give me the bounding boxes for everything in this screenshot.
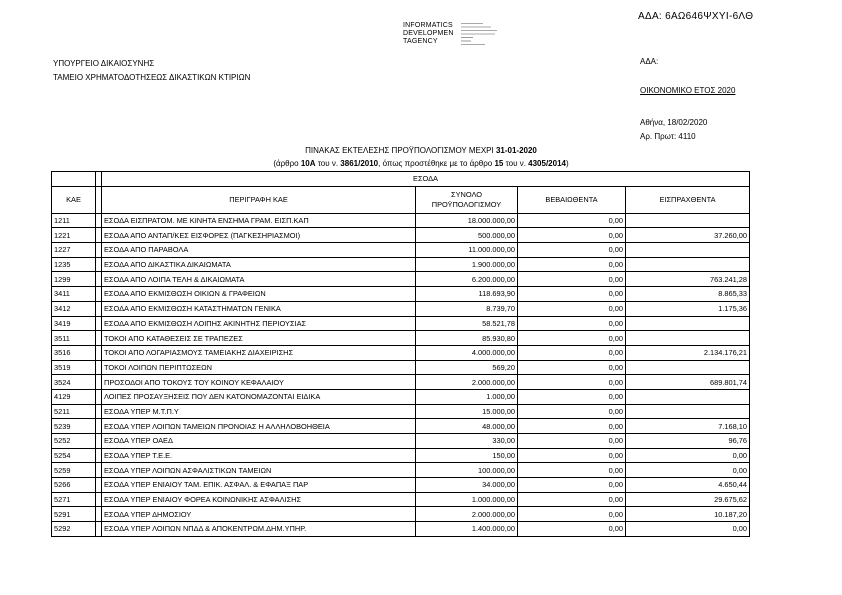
- verified-cell: 0,00: [518, 522, 626, 537]
- col-header-total-line1: ΣΥΝΟΛΟ: [451, 189, 482, 199]
- kae-cell: 5252: [52, 434, 96, 449]
- kae-cell: 3524: [52, 375, 96, 390]
- table-row: [52, 287, 750, 302]
- title-part: 3861/2010: [340, 159, 379, 168]
- total-cell: 58.521,78: [416, 316, 518, 331]
- kae-cell: 1235: [52, 257, 96, 272]
- verified-cell: 0,00: [518, 507, 626, 522]
- total-cell: 4.000.000,00: [416, 345, 518, 360]
- desc-cell: ΤΟΚΟΙ ΑΠΟ ΚΑΤΑΘΕΣΕΙΣ ΣΕ ΤΡΑΠΕΖΕΣ: [102, 331, 416, 346]
- collected-cell: 37.260,00: [626, 228, 750, 243]
- collected-cell: 763.241,28: [626, 272, 750, 287]
- title-part: 10Α: [300, 159, 316, 168]
- collected-cell: 2.134.176,21: [626, 345, 750, 360]
- desc-cell: ΕΣΟΔΑ ΥΠΕΡ ΛΟΙΠΩΝ ΑΣΦΑΛΙΣΤΙΚΩΝ ΤΑΜΕΙΩΝ: [102, 463, 416, 478]
- kae-cell: 3516: [52, 345, 96, 360]
- desc-cell: ΤΟΚΟΙ ΑΠΟ ΛΟΓΑΡΙΑΣΜΟΥΣ ΤΑΜΕΙΑΚΗΣ ΔΙΑΧΕΙΡΙΣΗΣ: [102, 345, 416, 360]
- collected-cell: [626, 360, 750, 375]
- kae-cell: 5259: [52, 463, 96, 478]
- verified-cell: 0,00: [518, 448, 626, 463]
- total-cell: 2.000.000,00: [416, 375, 518, 390]
- ministry-heading: [53, 57, 250, 85]
- desc-cell: ΕΣΟΔΑ ΥΠΕΡ ΛΟΙΠΩΝ ΤΑΜΕΙΩΝ ΠΡΟΝΟΙΑΣ Η ΑΛΛΗΛΟΒΟΗΘΕΙΑ: [102, 419, 416, 434]
- collected-cell: 4.650,44: [626, 478, 750, 493]
- protocol-number: Αρ. Πρωτ: 4110: [640, 132, 696, 141]
- kae-cell: 5266: [52, 478, 96, 493]
- section-heading: ΕΣΟΔΑ: [102, 172, 750, 187]
- kae-cell: 1227: [52, 243, 96, 258]
- fiscal-year: ΟΙΚΟΝΟΜΙΚΟ ΕΤΟΣ 2020: [640, 86, 736, 95]
- table-row: [52, 375, 750, 390]
- total-cell: 118.693,90: [416, 287, 518, 302]
- issuer-stamp: [403, 22, 513, 60]
- desc-cell: ΕΣΟΔΑ ΕΙΣΠΡΑΤΟΜ. ΜΕ ΚΙΝΗΤΑ ΕΝΣΗΜΑ ΓΡΑΜ. ΕΙΣΠ.ΚΑΠ: [102, 213, 416, 228]
- total-cell: 1.000,00: [416, 389, 518, 404]
- table-row: [52, 272, 750, 287]
- collected-cell: 0,00: [626, 448, 750, 463]
- collected-cell: 0,00: [626, 463, 750, 478]
- kae-cell: 5211: [52, 404, 96, 419]
- stamp-line: INFORMATICS: [403, 22, 453, 29]
- col-header-verified: ΒΕΒΑΙΩΘΕΝΤΑ: [518, 186, 626, 213]
- collected-cell: [626, 316, 750, 331]
- desc-cell: ΕΣΟΔΑ ΥΠΕΡ ΔΗΜΟΣΙΟΥ: [102, 507, 416, 522]
- stamp-words: [403, 22, 454, 46]
- ministry-name: ΥΠΟΥΡΓΕΙΟ ΔΙΚΑΙΟΣΥΝΗΣ: [53, 59, 155, 68]
- desc-cell: ΕΣΟΔΑ ΑΠΟ ΕΚΜΙΣΘΩΣΗ ΚΑΤΑΣΤΗΜΑΤΩΝ ΓΕΝΙΚΑ: [102, 301, 416, 316]
- table-row: [52, 243, 750, 258]
- desc-cell: ΕΣΟΔΑ ΑΠΟ ΑΝΤΑΠ/ΚΕΣ ΕΙΣΦΟΡΕΣ (ΠΑΓΚΕΣΗΡΙΑΣΜΟΙ): [102, 228, 416, 243]
- kae-cell: 3412: [52, 301, 96, 316]
- collected-cell: 0,00: [626, 522, 750, 537]
- stamp-line: TAGENCY: [403, 38, 438, 45]
- kae-cell: 5291: [52, 507, 96, 522]
- title-part: , όπως προστέθηκε με το άρθρο: [378, 159, 495, 168]
- desc-cell: ΤΟΚΟΙ ΛΟΙΠΩΝ ΠΕΡΙΠΤΩΣΕΩΝ: [102, 360, 416, 375]
- kae-cell: 5239: [52, 419, 96, 434]
- verified-cell: 0,00: [518, 360, 626, 375]
- total-cell: 1.400.000,00: [416, 522, 518, 537]
- total-cell: 18.000.000,00: [416, 213, 518, 228]
- kae-cell: 1211: [52, 213, 96, 228]
- desc-cell: ΕΣΟΔΑ ΥΠΕΡ Τ.Ε.Ε.: [102, 448, 416, 463]
- kae-cell: 5292: [52, 522, 96, 537]
- table-row: [52, 345, 750, 360]
- table-row: [52, 360, 750, 375]
- collected-cell: [626, 243, 750, 258]
- kae-cell: 5271: [52, 492, 96, 507]
- title-part: ): [565, 159, 569, 168]
- desc-cell: ΕΣΟΔΑ ΥΠΕΡ Μ.Τ.Π.Υ: [102, 404, 416, 419]
- collected-cell: 1.175,36: [626, 301, 750, 316]
- kae-cell: 3419: [52, 316, 96, 331]
- total-cell: 500.000,00: [416, 228, 518, 243]
- verified-cell: 0,00: [518, 434, 626, 449]
- verified-cell: 0,00: [518, 389, 626, 404]
- stamp-fine-print: [461, 22, 509, 52]
- desc-cell: ΕΣΟΔΑ ΥΠΕΡ ΕΝΙΑΙΟΥ ΤΑΜ. ΕΠΙΚ. ΑΣΦΑΛ. & ΕΦΑΠΑΞ ΠΑΡ: [102, 478, 416, 493]
- verified-cell: 0,00: [518, 331, 626, 346]
- verified-cell: 0,00: [518, 287, 626, 302]
- kae-cell: 4129: [52, 389, 96, 404]
- col-header-total-line2: ΠΡΟΫΠΟΛΟΓΙΣΜΟΥ: [431, 199, 502, 209]
- verified-cell: 0,00: [518, 272, 626, 287]
- table-row: [52, 448, 750, 463]
- collected-cell: 96,76: [626, 434, 750, 449]
- table-row: [52, 257, 750, 272]
- collected-cell: [626, 331, 750, 346]
- title-part: (άρθρο: [273, 159, 301, 168]
- ada-top-code: ΑΔΑ: 6ΑΩ646ΨΧΥΙ-6ΛΘ: [638, 11, 754, 22]
- table-title-line2: [0, 157, 842, 170]
- verified-cell: 0,00: [518, 213, 626, 228]
- title-date: 31-01-2020: [495, 146, 537, 155]
- desc-cell: ΠΡΟΣΟΔΟΙ ΑΠΟ ΤΟΚΟΥΣ ΤΟΥ ΚΟΙΝΟΥ ΚΕΦΑΛΑΙΟΥ: [102, 375, 416, 390]
- table-row: [52, 331, 750, 346]
- kae-cell: 1299: [52, 272, 96, 287]
- verified-cell: 0,00: [518, 345, 626, 360]
- desc-cell: ΕΣΟΔΑ ΑΠΟ ΠΑΡΑΒΟΛΑ: [102, 243, 416, 258]
- total-cell: 11.000.000,00: [416, 243, 518, 258]
- verified-cell: 0,00: [518, 478, 626, 493]
- stamp-line: DEVELOPMEN: [403, 30, 454, 37]
- title-part: του ν.: [503, 159, 529, 168]
- verified-cell: 0,00: [518, 301, 626, 316]
- total-cell: 48.000,00: [416, 419, 518, 434]
- desc-cell: ΛΟΙΠΕΣ ΠΡΟΣΑΥΞΗΣΕΙΣ ΠΟΥ ΔΕΝ ΚΑΤΟΝΟΜΑΖΟΝΤΑΙ ΕΙΔΙΚΑ: [102, 389, 416, 404]
- total-cell: 6.200.000,00: [416, 272, 518, 287]
- collected-cell: [626, 213, 750, 228]
- title-part: 4305/2014: [528, 159, 566, 168]
- collected-cell: 8.865,33: [626, 287, 750, 302]
- table-body: [52, 213, 750, 536]
- total-cell: 8.739,70: [416, 301, 518, 316]
- verified-cell: 0,00: [518, 316, 626, 331]
- document-date: Αθήνα, 18/02/2020: [640, 118, 708, 127]
- table-row: [52, 389, 750, 404]
- collected-cell: [626, 257, 750, 272]
- total-cell: 569,20: [416, 360, 518, 375]
- total-cell: 2.000.000,00: [416, 507, 518, 522]
- table-title: [0, 144, 842, 170]
- table-row: [52, 316, 750, 331]
- table-row: [52, 478, 750, 493]
- table-row: [52, 301, 750, 316]
- table-title-line1: [0, 144, 842, 157]
- col-header-desc: ΠΕΡΙΓΡΑΦΗ ΚΑΕ: [102, 186, 416, 213]
- desc-cell: ΕΣΟΔΑ ΑΠΟ ΕΚΜΙΣΘΩΣΗ ΟΙΚΙΩΝ & ΓΡΑΦΕΙΩΝ: [102, 287, 416, 302]
- table-row: [52, 419, 750, 434]
- header-blank: [52, 172, 96, 187]
- table-row: [52, 507, 750, 522]
- title-text: ΠΙΝΑΚΑΣ ΕΚΤΕΛΕΣΗΣ ΠΡΟΫΠΟΛΟΓΙΣΜΟΥ ΜΕΧΡΙ: [305, 146, 496, 155]
- table-row: [52, 434, 750, 449]
- verified-cell: 0,00: [518, 492, 626, 507]
- col-header-kae: ΚΑΕ: [52, 186, 96, 213]
- total-cell: 15.000,00: [416, 404, 518, 419]
- table-row: [52, 228, 750, 243]
- verified-cell: 0,00: [518, 257, 626, 272]
- desc-cell: ΕΣΟΔΑ ΥΠΕΡ ΟΑΕΔ: [102, 434, 416, 449]
- verified-cell: 0,00: [518, 375, 626, 390]
- title-part: 15: [494, 159, 504, 168]
- table-row: [52, 404, 750, 419]
- collected-cell: 29.675,62: [626, 492, 750, 507]
- revenue-table: [51, 171, 750, 537]
- fund-name: ΤΑΜΕΙΟ ΧΡΗΜΑΤΟΔΟΤΗΣΕΩΣ ΔΙΚΑΣΤΙΚΩΝ ΚΤΙΡΙΩΝ: [53, 73, 251, 82]
- collected-cell: 7.168,10: [626, 419, 750, 434]
- collected-cell: 10.187,20: [626, 507, 750, 522]
- desc-cell: ΕΣΟΔΑ ΑΠΟ ΔΙΚΑΣΤΙΚΑ ΔΙΚΑΙΩΜΑΤΑ: [102, 257, 416, 272]
- ada-label: ΑΔΑ:: [640, 57, 659, 66]
- total-cell: 330,00: [416, 434, 518, 449]
- table-row: [52, 492, 750, 507]
- col-header-collected: ΕΙΣΠΡΑΧΘΕΝΤΑ: [626, 186, 750, 213]
- desc-cell: ΕΣΟΔΑ ΥΠΕΡ ΕΝΙΑΙΟΥ ΦΟΡΕΑ ΚΟΙΝΩΝΙΚΗΣ ΑΣΦΑΛΙΣΗΣ: [102, 492, 416, 507]
- verified-cell: 0,00: [518, 228, 626, 243]
- verified-cell: 0,00: [518, 404, 626, 419]
- table-row: [52, 213, 750, 228]
- table-row: [52, 522, 750, 537]
- verified-cell: 0,00: [518, 419, 626, 434]
- verified-cell: 0,00: [518, 243, 626, 258]
- desc-cell: ΕΣΟΔΑ ΑΠΟ ΕΚΜΙΣΘΩΣΗ ΛΟΙΠΗΣ ΑΚΙΝΗΤΗΣ ΠΕΡΙΟΥΣΙΑΣ: [102, 316, 416, 331]
- verified-cell: 0,00: [518, 463, 626, 478]
- collected-cell: 689.801,74: [626, 375, 750, 390]
- total-cell: 150,00: [416, 448, 518, 463]
- kae-cell: 5254: [52, 448, 96, 463]
- kae-cell: 1221: [52, 228, 96, 243]
- desc-cell: ΕΣΟΔΑ ΑΠΟ ΛΟΙΠΑ ΤΕΛΗ & ΔΙΚΑΙΩΜΑΤΑ: [102, 272, 416, 287]
- total-cell: 85.930,80: [416, 331, 518, 346]
- total-cell: 1.000.000,00: [416, 492, 518, 507]
- total-cell: 34.000,00: [416, 478, 518, 493]
- kae-cell: 3411: [52, 287, 96, 302]
- col-header-total: [416, 186, 518, 213]
- desc-cell: ΕΣΟΔΑ ΥΠΕΡ ΛΟΙΠΩΝ ΝΠΔΔ & ΑΠΟΚΕΝΤΡΩΜ.ΔΗΜ.ΥΠΗΡ.: [102, 522, 416, 537]
- kae-cell: 3519: [52, 360, 96, 375]
- title-part: του ν.: [315, 159, 341, 168]
- table-row: [52, 463, 750, 478]
- total-cell: 1.900.000,00: [416, 257, 518, 272]
- collected-cell: [626, 389, 750, 404]
- total-cell: 100.000,00: [416, 463, 518, 478]
- date-block: [640, 116, 707, 144]
- collected-cell: [626, 404, 750, 419]
- kae-cell: 3511: [52, 331, 96, 346]
